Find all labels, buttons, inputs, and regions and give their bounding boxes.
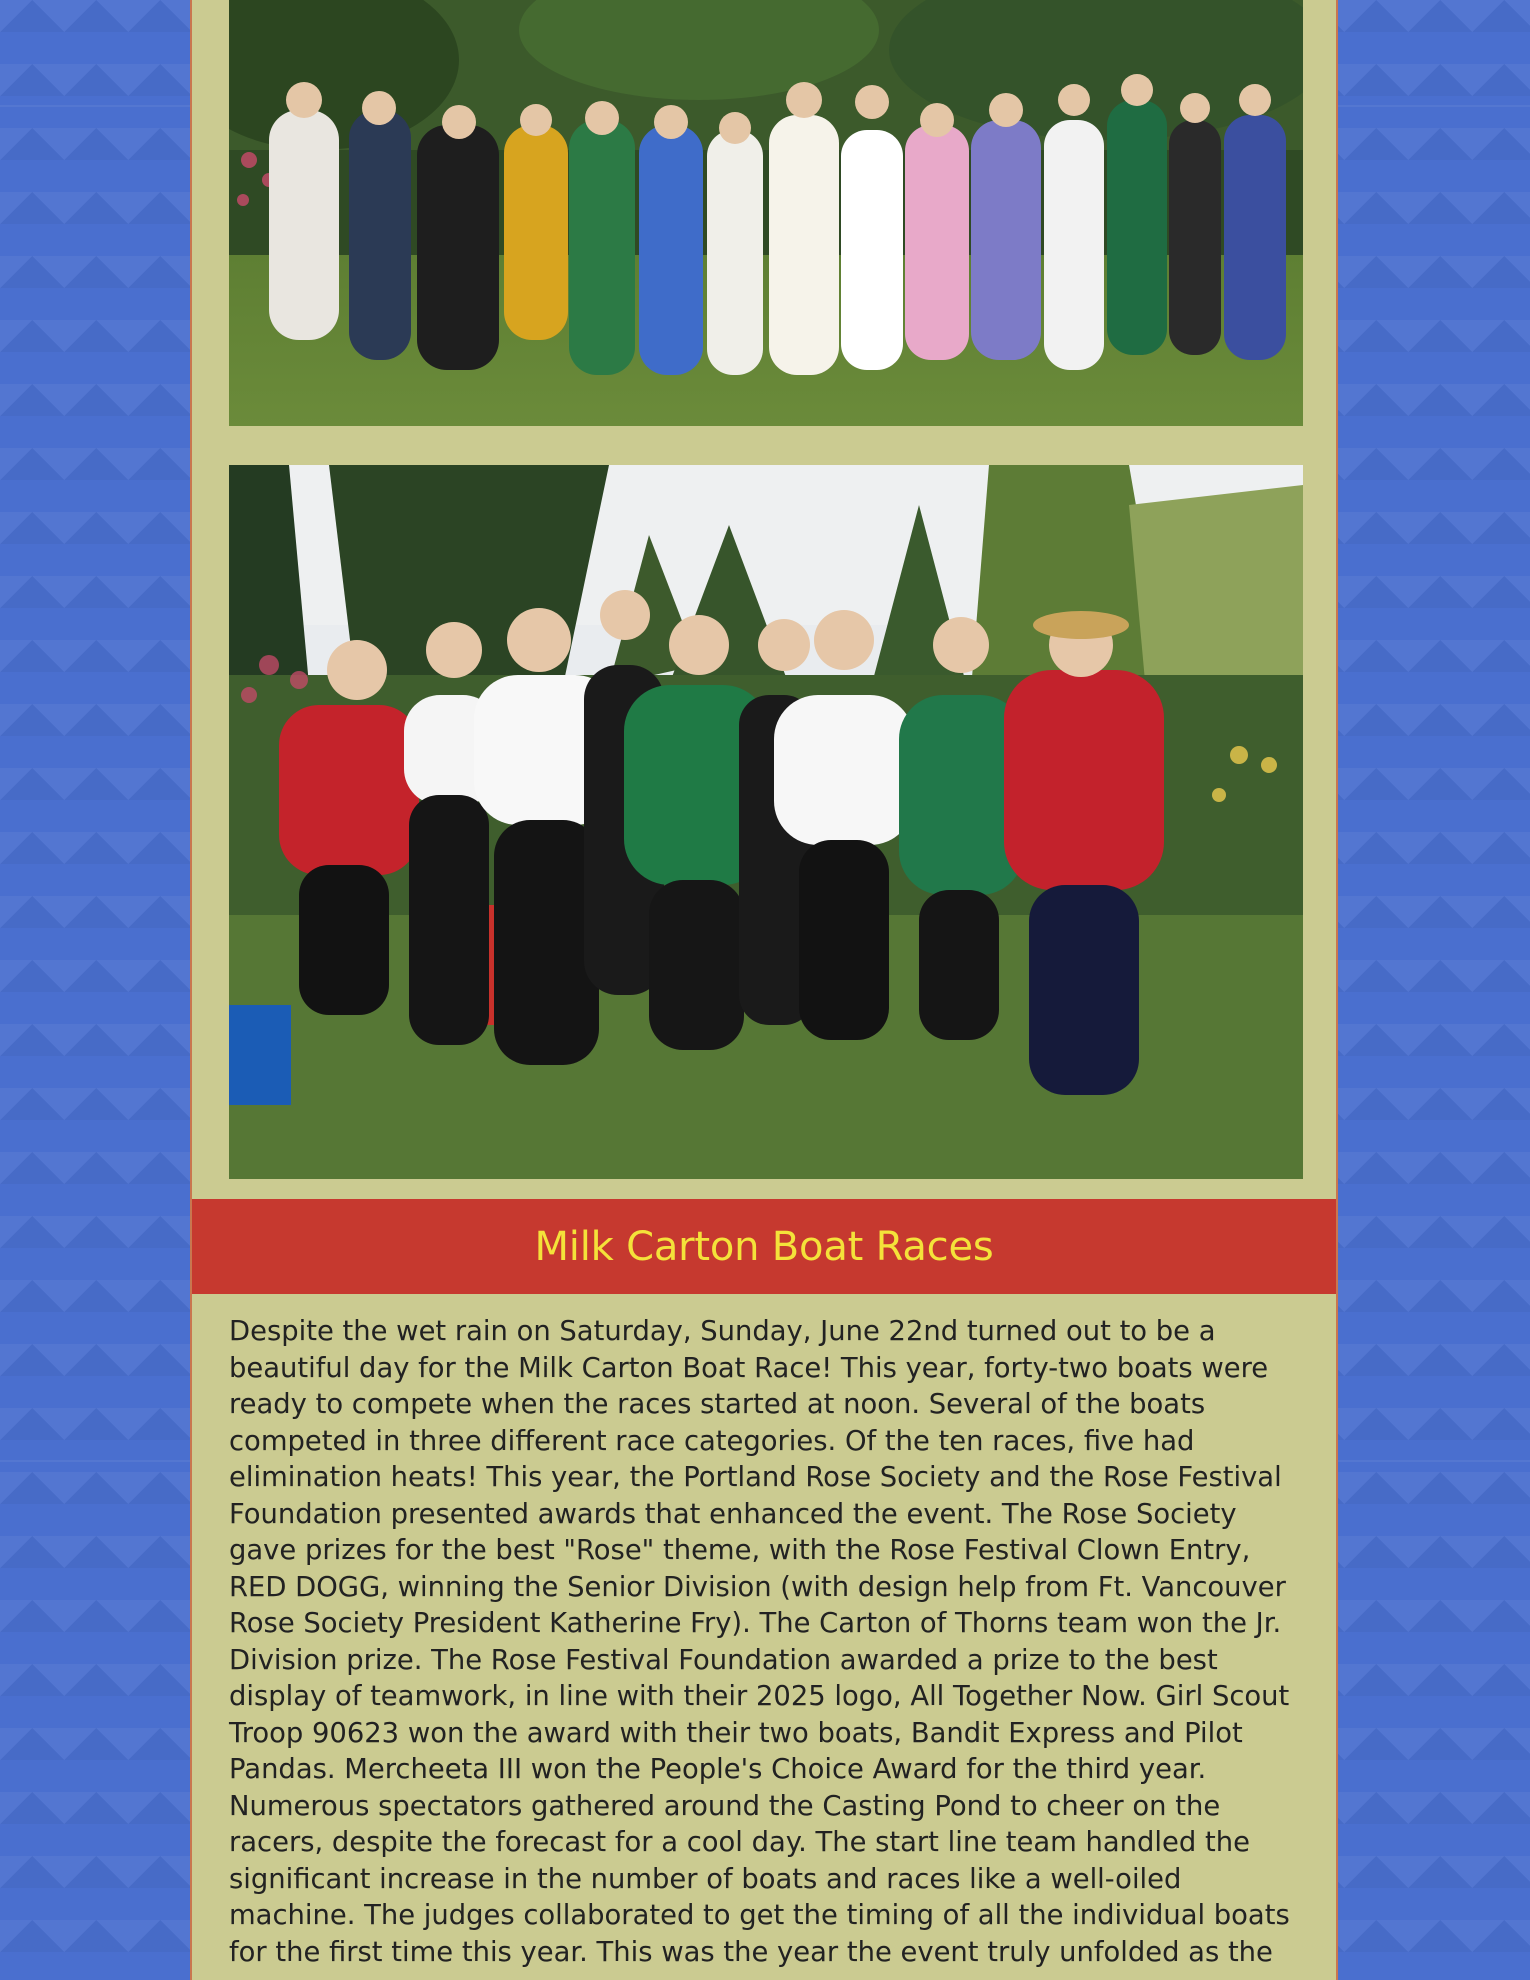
people-group (269, 100, 1286, 375)
section-banner (192, 1199, 1336, 1294)
section-title: Milk Carton Boat Races (534, 1223, 994, 1270)
group-photo-women (229, 465, 1303, 1179)
article-body: Despite the wet rain on Saturday, Sunday, June 22nd turned out to be a beautiful day for the Milk Carton Boat Race! This year, forty-two boats were ready to compete when the races started at noon. Several of the boats competed in three different race categories. Of the ten races, five had elimination heats! This year, the Portland Rose Society and the Rose Festival Foundation presented awards that enhanced the event. The Rose Society gave prizes for the best "Rose" theme, with the Rose Festival Clown Entry, RED DOGG, winning the Senior Division (with design help from Ft. Vancouver Rose Society President Katherine Fry). The Carton of Thorns team won the Jr. Division prize. The Rose Festival Foundation awarded a prize to the best display of teamwork, in line with their 2025 logo, All Together Now. Girl Scout Troop 90623 won the award with their two boats, Bandit Express and Pilot Pandas. Mercheeta III won the People's Choice Award for the third year. Numerous spectators gathered around the Casting Pond to cheer on the racers, despite the forecast for a cool day. The start line team handled the significant increase in the number of boats and races like a well-oiled machine. The judges collaborated to get the timing of all the individual boats for the first time this year. This was the year the event truly unfolded as the (229, 1316, 1290, 1968)
group-photo-garden (229, 0, 1303, 426)
newsletter-column (190, 0, 1338, 1980)
